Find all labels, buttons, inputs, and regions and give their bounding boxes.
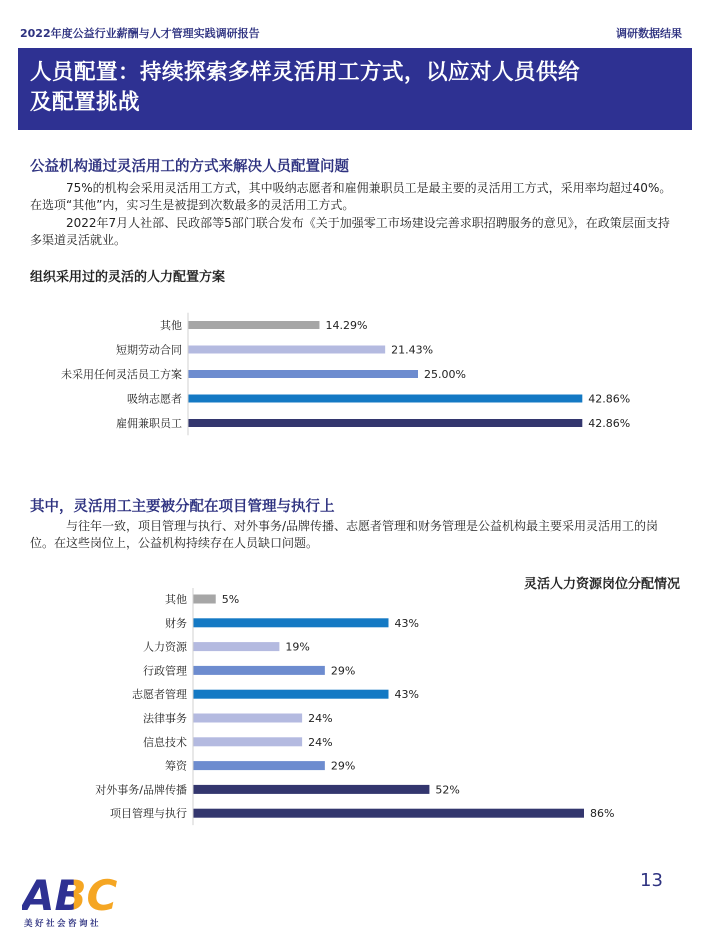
chart1-value-label: 14.29% xyxy=(325,319,368,332)
section1-heading: 公益机构通过灵活用工的方式来解决人员配置问题 xyxy=(30,159,349,175)
chart2-bar xyxy=(193,690,389,699)
chart1-category-label: 吸纳志愿者 xyxy=(127,392,182,406)
chart2-bar xyxy=(193,785,429,794)
page-number: 13 xyxy=(640,870,663,891)
chart1-plot xyxy=(0,305,710,440)
chart2-bar xyxy=(193,761,325,770)
chart2-bar xyxy=(193,642,279,651)
chart1-title: 组织采用过的灵活的人力配置方案 xyxy=(30,270,226,285)
chart2-category-label: 其他 xyxy=(165,593,187,606)
chart1-bar xyxy=(188,321,319,329)
logo-text: ABC xyxy=(22,871,118,920)
chart2-bar xyxy=(193,666,325,675)
chart2-value-label: 24% xyxy=(308,735,333,749)
chart2-bar xyxy=(193,809,584,818)
chart2-value-label: 5% xyxy=(221,593,240,606)
chart2-value-label: 29% xyxy=(330,664,356,678)
chart2-category-label: 法律事务 xyxy=(143,712,187,725)
chart1-category-label: 短期劳动合同 xyxy=(116,343,182,357)
chart2-category-label: 信息技术 xyxy=(143,735,187,749)
chart1-bar xyxy=(188,419,582,427)
chart1-value-label: 21.43% xyxy=(391,343,434,357)
chart2-value-label: 86% xyxy=(590,807,615,821)
chart1-bar xyxy=(188,346,385,354)
banner-title-line2: 及配置挑战 xyxy=(30,90,141,115)
chart2-category-label: 筹资 xyxy=(165,759,187,773)
report-title: 2022年度公益行业薪酬与人才管理实践调研报告 xyxy=(20,27,260,40)
chart2-value-label: 43% xyxy=(394,616,419,630)
chart2-category-label: 人力资源 xyxy=(143,640,187,654)
chart2-category-label: 财务 xyxy=(165,616,187,630)
chart2-bar xyxy=(193,595,216,604)
title-banner xyxy=(18,48,692,130)
chart1-category-label: 其他 xyxy=(160,319,182,332)
chart2-value-label: 19% xyxy=(285,640,310,654)
section1-paragraph-1: 75%的机构会采用灵活用工方式，其中吸纳志愿者和雇佣兼职员工是最主要的灵活用工方式，采用率均超过40%。在选项“其他”内，实习生是被提到次数最多的灵活用工方式。 xyxy=(30,181,672,212)
chart2-value-label: 29% xyxy=(330,759,356,773)
chart2-value-label: 52% xyxy=(435,783,460,797)
section1-paragraph-2: 2022年7月人社部、民政部等5部门联合发布《关于加强零工市场建设完善求职招聘服务的意见》，在政策层面支持多渠道灵活就业。 xyxy=(30,216,670,247)
chart1-bar xyxy=(188,395,582,403)
chart1-value-label: 42.86% xyxy=(588,417,631,430)
chart1-bar xyxy=(188,370,418,378)
section-tag: 调研数据结果 xyxy=(616,27,682,40)
chart2-plot xyxy=(0,588,710,828)
chart2-bar xyxy=(193,618,389,627)
chart2-value-label: 24% xyxy=(308,712,333,725)
chart2-category-label: 对外事务/品牌传播 xyxy=(95,783,187,797)
section2-paragraph: 与往年一致，项目管理与执行、对外事务/品牌传播、志愿者管理和财务管理是公益机构最主要采用灵活用工的岗位。在这些岗位上，公益机构持续存在人员缺口问题。 xyxy=(30,519,659,550)
chart2-category-label: 行政管理 xyxy=(143,664,187,678)
chart2-category-label: 项目管理与执行 xyxy=(110,807,187,821)
chart2-category-label: 志愿者管理 xyxy=(132,688,187,702)
chart2-title: 灵活人力资源岗位分配情况 xyxy=(523,577,680,592)
chart1-category-label: 雇佣兼职员工 xyxy=(116,417,182,430)
chart1-value-label: 25.00% xyxy=(424,368,466,381)
chart2-value-label: 43% xyxy=(394,688,419,702)
chart2-bar xyxy=(193,737,302,746)
chart1-category-label: 未采用任何灵活员工方案 xyxy=(61,368,182,381)
banner-title-line1: 人员配置：持续探索多样灵活用工方式，以应对人员供给 xyxy=(30,60,581,85)
logo-caption: 美好社会咨询社 xyxy=(24,919,102,929)
chart2-bar xyxy=(193,714,302,723)
chart1-value-label: 42.86% xyxy=(588,392,631,406)
section2-heading: 其中，灵活用工主要被分配在项目管理与执行上 xyxy=(30,499,335,515)
